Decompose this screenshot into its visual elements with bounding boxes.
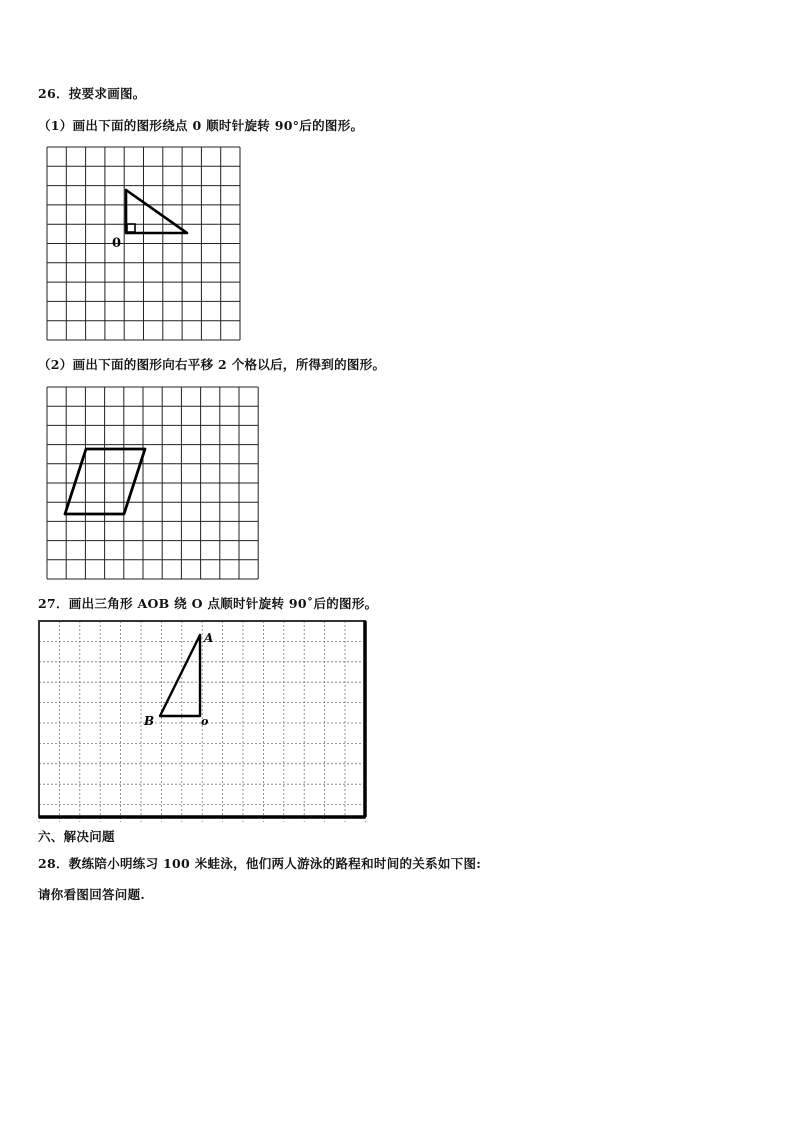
point-b-label: B	[144, 714, 155, 728]
q26-part2-text: （2）画出下面的图形向右平移 2 个格以后，所得到的图形。	[38, 357, 386, 372]
q28-title: 28．教练陪小明练习 100 米蛙泳，他们两人游泳的路程和时间的关系如下图:	[38, 856, 482, 871]
translation-grid-svg	[44, 384, 262, 580]
q28-prompt: 请你看图回答问题.	[38, 887, 146, 902]
point-a-label: A	[204, 631, 214, 645]
q26-title: 26．按要求画图。	[38, 86, 146, 101]
triangle-aob-shape	[160, 635, 200, 716]
section6-title: 六、解决问题	[38, 829, 115, 844]
rotation-grid-1	[44, 144, 254, 342]
translation-grid	[44, 384, 262, 580]
rotation-grid-2	[36, 618, 370, 822]
point-o-label-2: o	[201, 715, 209, 728]
point-o-label: 0	[112, 236, 122, 251]
rotation-grid-1-svg	[44, 144, 254, 342]
q27-title: 27．画出三角形 AOB 绕 O 点顺时针旋转 90˚后的图形。	[38, 596, 378, 611]
q26-part1-text: （1）画出下面的图形绕点 0 顺时针旋转 90°后的图形。	[38, 118, 364, 133]
rotation-grid-2-svg	[36, 618, 370, 822]
right-angle-marker	[127, 224, 135, 232]
